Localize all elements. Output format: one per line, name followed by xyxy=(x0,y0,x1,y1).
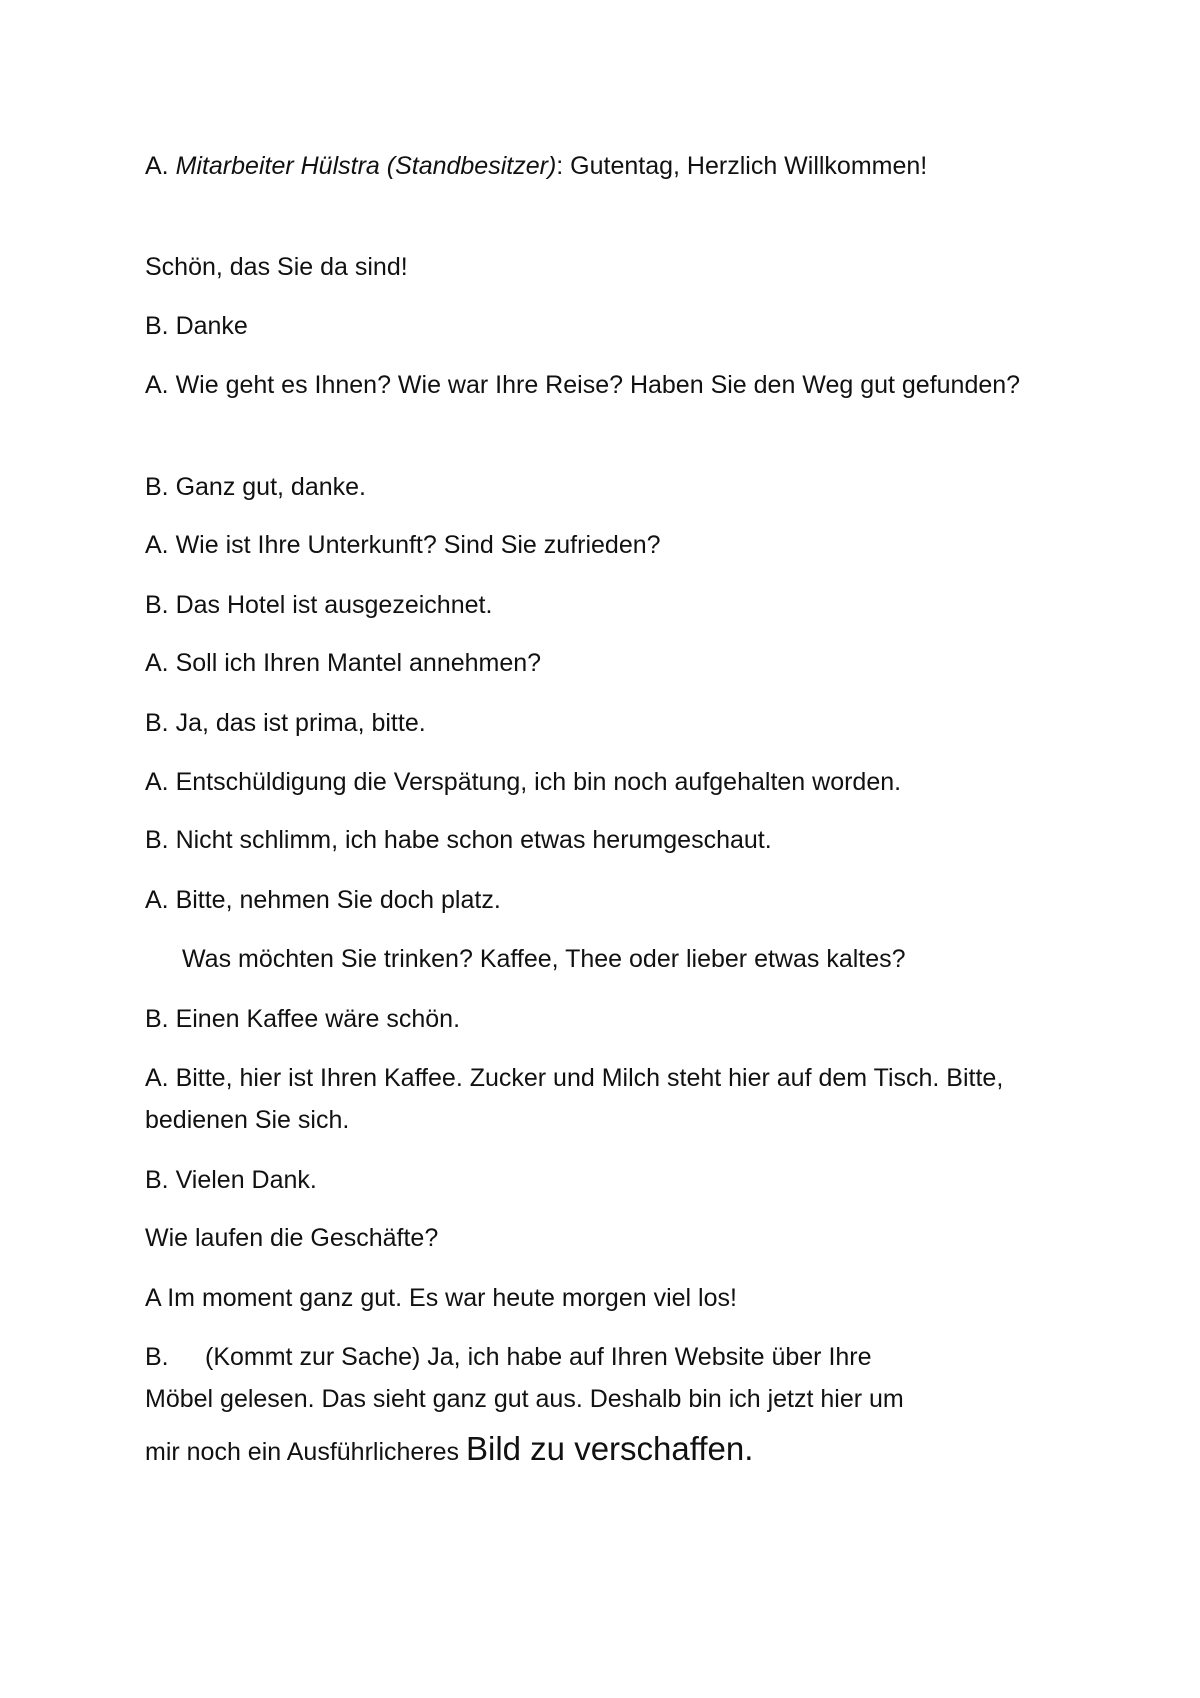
line-text: (Kommt zur Sache) Ja, ich habe auf Ihren Website über Ihre xyxy=(205,1343,872,1371)
paragraph-greeting xyxy=(145,145,1065,187)
paragraph-text: : Gutentag, Herzlich Willkommen! xyxy=(556,152,928,180)
paragraph: B. Danke xyxy=(145,312,248,340)
paragraph: A. Bitte, hier ist Ihren Kaffee. Zucker und Milch steht hier auf dem Tisch. Bitte, bedienen Sie sich. xyxy=(145,1064,1004,1134)
line: Möbel gelesen. Das sieht ganz gut aus. Deshalb bin ich jetzt hier um xyxy=(145,1385,904,1413)
speaker-role: Mitarbeiter Hülstra (Standbesitzer) xyxy=(175,152,557,180)
line xyxy=(145,1428,1105,1473)
paragraph: A. Bitte, nehmen Sie doch platz. xyxy=(145,886,501,914)
paragraph: Schön, das Sie da sind! xyxy=(145,253,408,281)
paragraph: A. Soll ich Ihren Mantel annehmen? xyxy=(145,649,542,677)
paragraph: B. Ganz gut, danke. xyxy=(145,473,366,501)
paragraph-final xyxy=(145,1336,1105,1473)
paragraph-indented: Was möchten Sie trinken? Kaffee, Thee oder lieber etwas kaltes? xyxy=(182,945,906,973)
paragraph: B. Einen Kaffee wäre schön. xyxy=(145,1005,461,1033)
line-text: mir noch ein Ausführlicheres xyxy=(145,1438,466,1466)
paragraph: B. Vielen Dank. xyxy=(145,1166,317,1194)
line-text-large: Bild zu verschaffen. xyxy=(465,1430,754,1467)
paragraph: A. Wie geht es Ihnen? Wie war Ihre Reise? Haben Sie den Weg gut gefunden? xyxy=(145,371,1021,399)
speaker-label: B. xyxy=(145,1343,169,1371)
paragraph: A Im moment ganz gut. Es war heute morgen viel los! xyxy=(145,1284,737,1312)
paragraph: B. Nicht schlimm, ich habe schon etwas herumgeschaut. xyxy=(145,826,772,854)
paragraph: A. Entschüldigung die Verspätung, ich bin noch aufgehalten worden. xyxy=(145,768,902,796)
paragraph: Wie laufen die Geschäfte? xyxy=(145,1224,439,1252)
paragraph: A. Wie ist Ihre Unterkunft? Sind Sie zufrieden? xyxy=(145,531,661,559)
paragraph: B. Das Hotel ist ausgezeichnet. xyxy=(145,591,493,619)
paragraph: B. Ja, das ist prima, bitte. xyxy=(145,709,426,737)
speaker-label: A. xyxy=(145,152,169,180)
line xyxy=(145,1336,1105,1378)
